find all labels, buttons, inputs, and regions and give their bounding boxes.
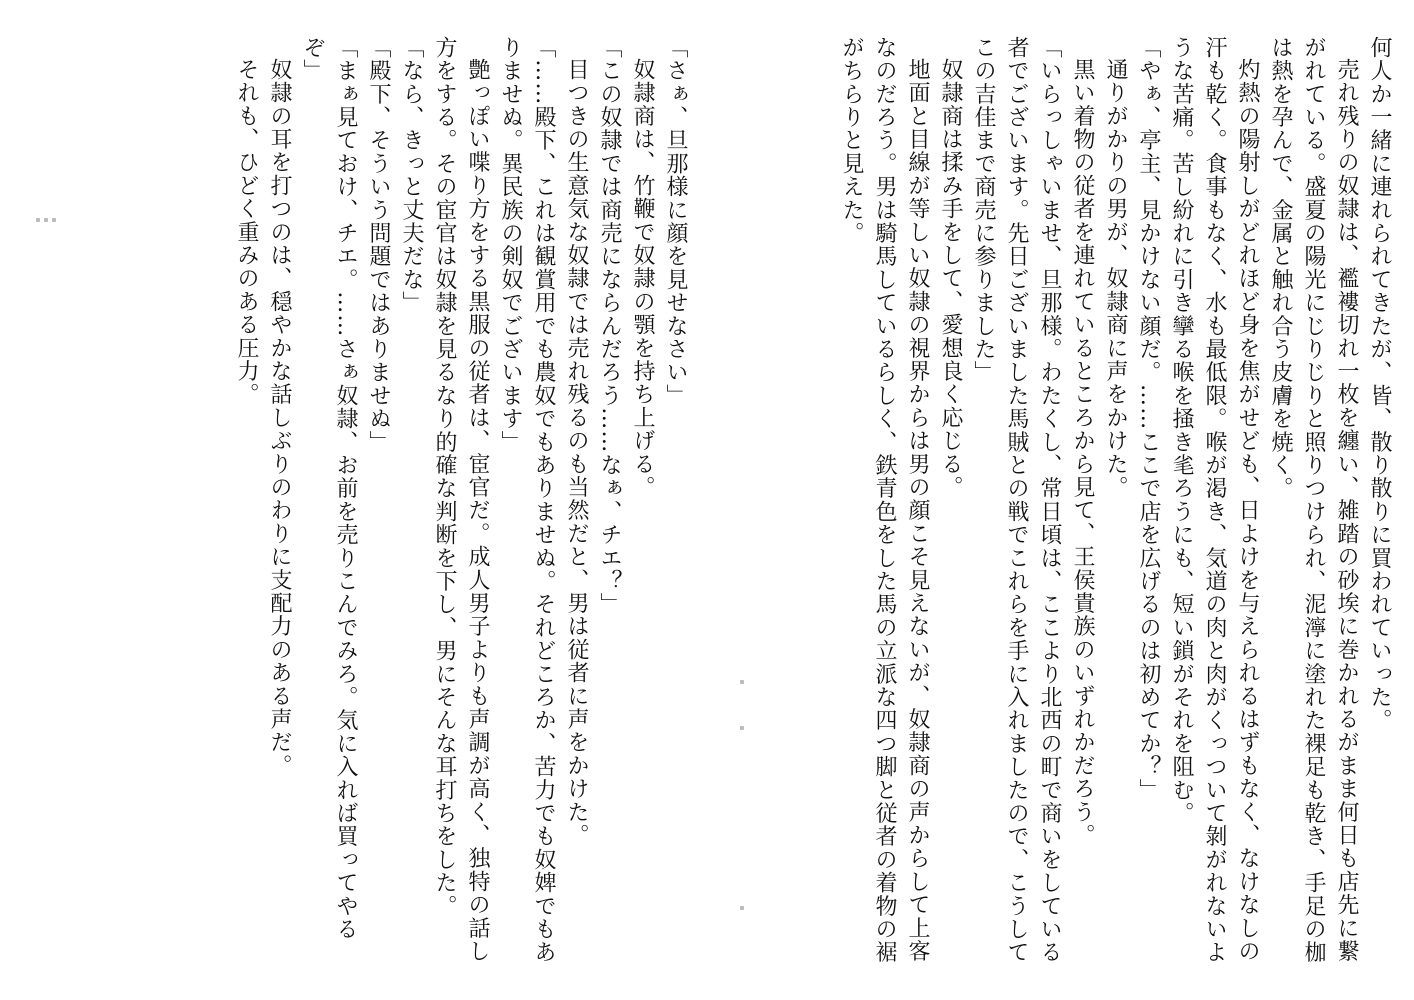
left-page-text [230, 36, 692, 976]
dialogue-line: 「この奴隷では商売にならんだろう……なぁ、チエ？」 [597, 36, 622, 616]
paragraph: 何人か一緒に連れられてきたが、皆、散り散りに買われていった。 [1367, 36, 1392, 732]
paragraph: 奴隷商は揉み手をして、愛想良く応じる。 [938, 58, 963, 499]
paragraph: それも、ひどく重みのある圧力。 [234, 58, 259, 406]
paragraph: 灼熱の陽射しがどれほど身を焦がせども、日よけを与えられるはずもなく、なけなしの汗も乾く。食事もなく、水も最低限。喉が渇き、気道の肉と肉がくっついて剝がれないような苦痛。苦し紛れに引き攣る喉を掻き毟ろうにも、短い鎖がそれを阻む。 [1169, 36, 1260, 965]
gutter-mark [740, 726, 744, 730]
paragraph: 艶っぽい喋り方をする黒服の従者は、宦官だ。成人男子よりも声調が高く、独特の話し方をする。その宦官は奴隷を見るなり的確な判断を下し、男にそんな耳打ちをした。 [432, 36, 490, 963]
gutter-mark [36, 218, 40, 222]
dialogue-line: 「やぁ、亭主、見かけない顔だ。……ここで店を広げるのは初めてか？」 [1136, 36, 1161, 802]
paragraph: 地面と目線が等しい奴隷の視界からは男の顔こそ見えないが、奴隷商の声からして上客なのだろう。男は騎馬しているらしく、鉄青色をした馬の立派な四つ脚と従者の着物の裾がちらりと見えた。 [839, 36, 930, 964]
dialogue-line: 「なら、きっと丈夫だな」 [399, 36, 424, 315]
right-page [756, 36, 1396, 976]
right-page-text [835, 36, 1396, 976]
dialogue-line: 「さぁ、旦那様に顔を見せなさい」 [663, 36, 688, 408]
gutter-mark [44, 218, 48, 222]
paragraph: 奴隷の耳を打つのは、穏やかな話しぶりのわりに支配力のある声だ。 [267, 58, 292, 778]
gutter-mark [52, 218, 56, 222]
gutter-mark [740, 680, 744, 684]
left-page [52, 36, 692, 976]
paragraph: 目つきの生意気な奴隷では売れ残るのも当然だと、男は従者に声をかけた。 [564, 58, 589, 847]
paragraph: 黒い着物の従者を連れているところから見て、王侯貴族のいずれかだろう。 [1070, 58, 1095, 847]
dialogue-line: 「殿下、そういう問題ではありませぬ」 [366, 36, 391, 454]
gutter-mark [740, 906, 744, 910]
dialogue-line: 「……殿下、これは観賞用でも農奴でもありませぬ。それどころか、苦力でも奴婢でもありませぬ。異民族の剣奴でございます」 [498, 36, 556, 964]
paragraph: 奴隷商は、竹鞭で奴隷の顎を持ち上げる。 [630, 58, 655, 499]
paragraph: 売れ残りの奴隷は、襤褸切れ一枚を纏い、雑踏の砂埃に巻かれるがまま何日も店先に繋がれている。盛夏の陽光にじりじりと照りつけられ、泥濘に塗れた裸足も乾き、手足の枷は熱を孕んで、金属と触れ合う皮膚を焼く。 [1268, 36, 1359, 965]
paragraph: 通りがかりの男が、奴隷商に声をかけた。 [1103, 58, 1128, 499]
dialogue-line: 「いらっしゃいませ、旦那様。わたくし、常日頃は、ここより北西の町で商いをしている者でございます。先日ございました馬賊との戦でこれらを手に入れましたので、こうしてこの吉佳まで商売に参りました」 [971, 36, 1062, 964]
dialogue-line: 「まぁ見ておけ、チエ。……さぁ奴隷、お前を売りこんでみろ。気に入れば買ってやるぞ」 [300, 36, 358, 941]
